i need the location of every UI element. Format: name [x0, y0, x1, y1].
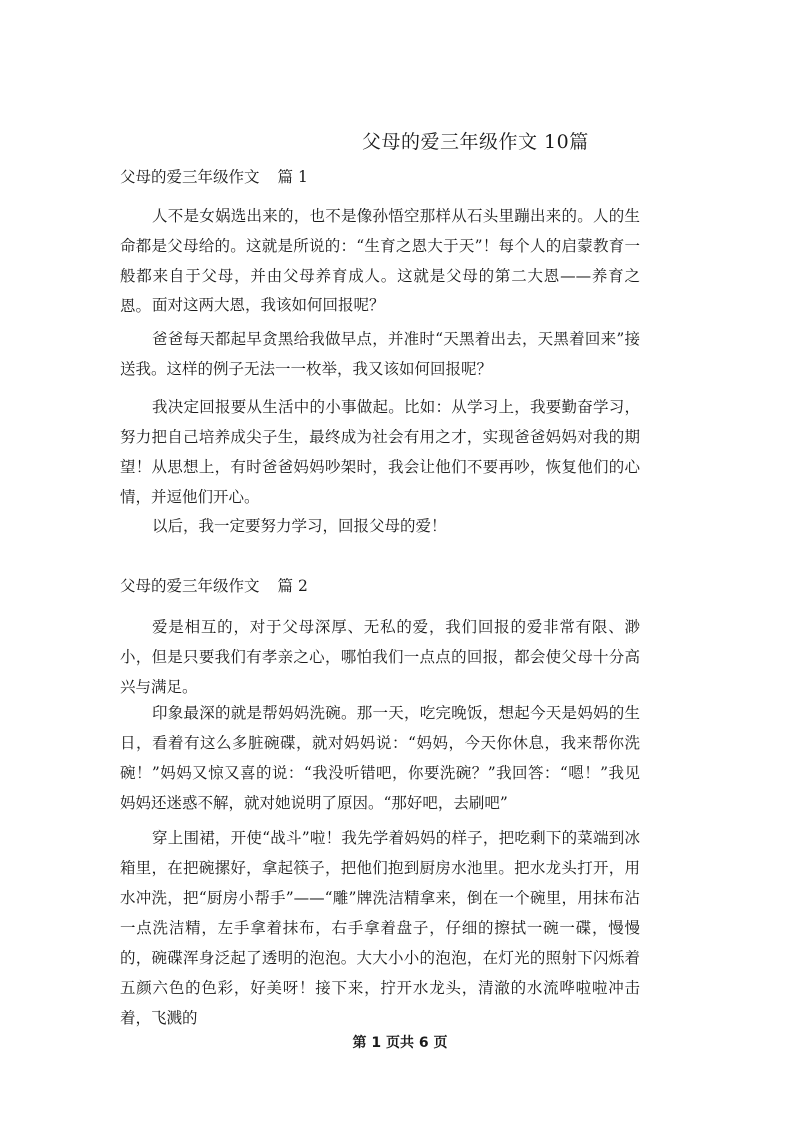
- section-heading-2-number: 篇 2: [277, 577, 308, 595]
- paragraph: 穿上围裙，开使“战斗”啦！我先学着妈妈的样子，把吃剩下的菜端到冰箱里，在把碗摞好，拿起筷子，把他们抱到厨房水池里。把水龙头打开，用水冲洗，把“厨房小帮手”——“雕”牌洗洁精拿来，倒在一个碗里，用抹布沾一点洗洁精，左手拿着抹布，右手拿着盘子，仔细的擦拭一碗一碟，慢慢的，碗碟浑身泛起了透明的泡泡。大大小小的泡泡，在灯光的照射下闪烁着五颜六色的色彩，好美呀！接下来，拧开水龙头，清澈的水流哗啦啦冲击着，飞溅的: [120, 829, 640, 1027]
- paragraph: 以后，我一定要努力学习，回报父母的爱！: [152, 517, 447, 535]
- section-heading-2: [120, 574, 308, 596]
- page-footer: 第 1 页共 6 页: [352, 1035, 448, 1051]
- paragraph: 爸爸每天都起早贪黑给我做早点，并准时“天黑着出去，天黑着回来”接送我。这样的例子无法一一枚举，我又该如何回报呢？: [120, 330, 640, 378]
- section-heading-1-number: 篇 1: [277, 168, 308, 186]
- section-heading-1: [120, 165, 308, 187]
- paragraph: 爱是相互的，对于父母深厚、无私的爱，我们回报的爱非常有限、渺小，但是只要我们有孝亲之心，哪怕我们一点点的回报，都会使父母十分高兴与满足。: [120, 618, 640, 696]
- paragraph: 面对这两大恩，我该如何回报呢？: [152, 296, 385, 314]
- section-heading-1-text: 父母的爱三年级作文: [120, 168, 260, 186]
- section-heading-2-text: 父母的爱三年级作文: [120, 577, 260, 595]
- document-title: 父母的爱三年级作文 10篇: [362, 131, 589, 153]
- paragraph: 人不是女娲选出来的，也不是像孙悟空那样从石头里蹦出来的。人的生命都是父母给的。这就是所说的：“生育之恩大于天”！每个人的启蒙教育一般都来自于父母，并由父母养育成人。这就是父母的第二大恩——养育之恩。: [120, 207, 640, 315]
- paragraph: 我决定回报要从生活中的小事做起。比如：从学习上，我要勤奋学习，努力把自己培养成尖子生，最终成为社会有用之才，实现爸爸妈妈对我的期望！从思想上，有时爸爸妈妈吵架时，我会让他们不要再吵，恢复他们的心情，并逗他们开心。: [120, 398, 640, 506]
- paragraph: 印象最深的就是帮妈妈洗碗。那一天，吃完晚饭，想起今天是妈妈的生日，看着有这么多脏碗碟，就对妈妈说：“妈妈，今天你休息，我来帮你洗碗！”妈妈又惊又喜的说：“我没听错吧，你要洗碗？”我回答：“嗯！”我见妈妈还迷惑不解，就对她说明了原因。“那好吧，去刷吧”: [120, 704, 640, 812]
